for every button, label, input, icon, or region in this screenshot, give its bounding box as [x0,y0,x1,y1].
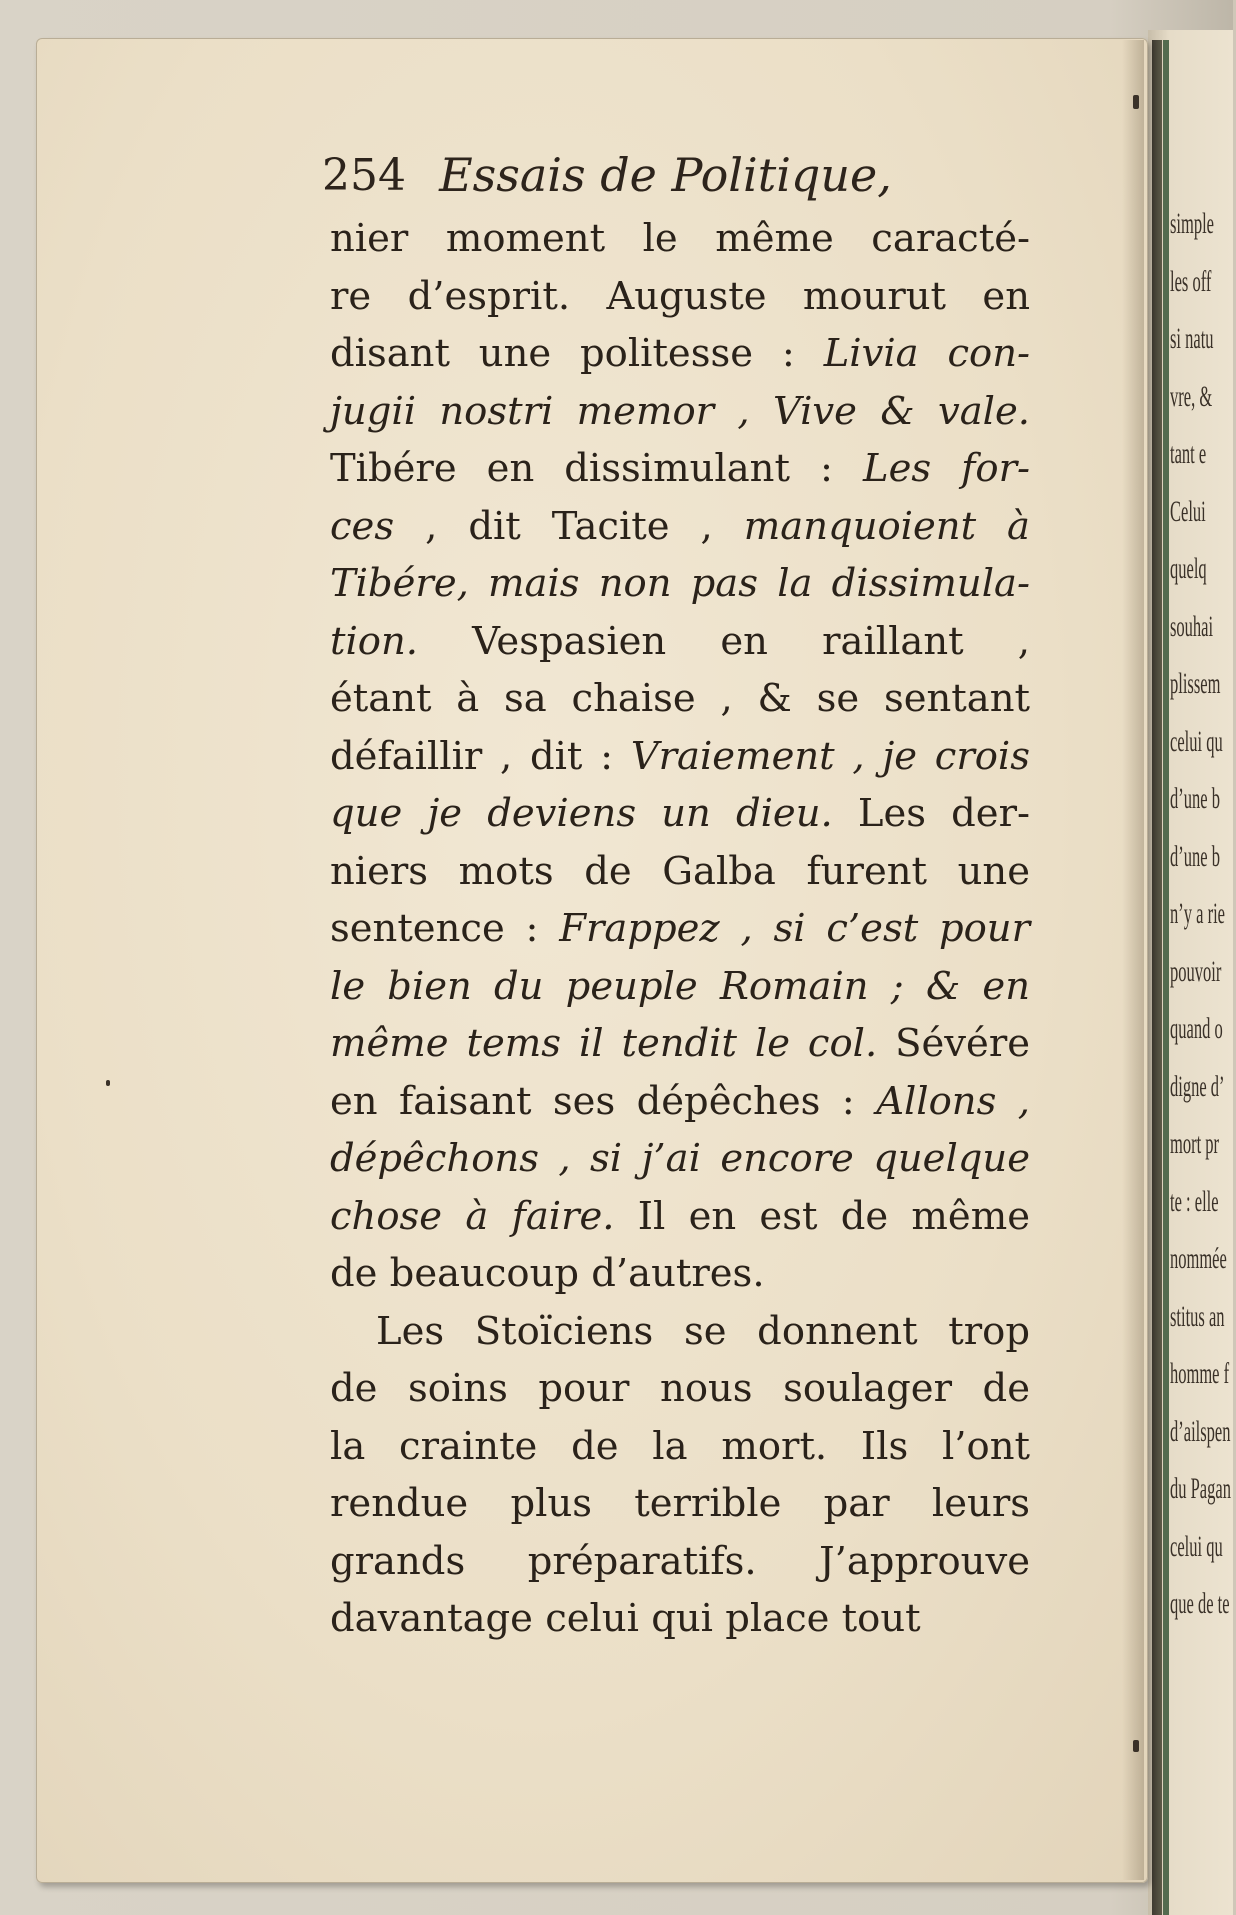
text-line [330,728,1030,786]
running-title: Essais de Politique, [439,148,892,202]
text-line [330,210,1030,268]
text-run: Sévére [877,1021,1031,1066]
text-run: nier moment le même caracté- [330,216,1030,261]
text-run: étant à sa chaise , & se sentant [330,676,1030,721]
facing-page-line: mort pr [1170,1127,1220,1160]
text-run: Les der- [832,791,1030,836]
text-line [330,1188,1030,1246]
text-run: la crainte de la mort. Ils l’ont [330,1423,1030,1469]
facing-page-line: quand o [1170,1012,1223,1045]
text-line [330,268,1030,326]
text-line [330,613,1030,671]
italic-quote: Livia con- [823,331,1030,376]
text-line [330,1360,1030,1418]
text-line [330,1015,1030,1073]
text-line [330,900,1030,958]
text-line [330,383,1030,441]
text-run: Il en est de même [614,1193,1030,1239]
text-line [330,498,1030,556]
text-run: Les Stoïciens se donnent trop [376,1308,1030,1354]
text-line [330,1303,1030,1361]
italic-quote: Vraiement , je crois [630,733,1030,779]
facing-page-line: simple [1170,207,1214,240]
text-run: de soins pour nous soulager de [330,1366,1030,1411]
text-line [330,440,1030,498]
facing-page-line: si natu [1170,322,1214,355]
facing-page-line: d’une b [1170,839,1220,873]
text-run: sentence : [330,906,560,951]
italic-quote: manquoient à [743,503,1030,549]
text-line [330,1245,1030,1303]
book-binding [1152,40,1162,1915]
page-edge-tab [1133,95,1139,109]
facing-page-line: vre, & [1170,379,1213,413]
page-gutter-shadow [1122,40,1144,1880]
body-text [330,210,1030,1648]
page-header [322,148,1042,218]
italic-quote: même tems il tendit le col. [330,1021,878,1066]
text-line [330,1073,1030,1131]
facing-page-line: d’ailspen [1170,1414,1231,1448]
text-line [330,670,1030,728]
facing-page-line: du Pagan [1170,1472,1231,1505]
text-run: grands préparatifs. J’approuve [330,1538,1030,1584]
text-run: Tibére en dissimulant : [330,446,863,491]
text-run: Vespasien en raillant , [418,618,1030,664]
text-line [330,1418,1030,1476]
text-run: niers mots de Galba furent une [330,848,1030,894]
facing-page-line: souhai [1170,609,1214,643]
italic-quote: Tibére, mais non pas la dissimula- [330,561,1030,606]
italic-quote: Allons , [876,1078,1031,1124]
text-line [330,1590,1030,1648]
italic-quote: que je deviens un dieu. [330,791,833,836]
text-line [330,1130,1030,1188]
facing-page-line: d’une b [1170,782,1220,815]
facing-page-line: celui qu [1170,724,1223,758]
italic-quote: ces [330,503,395,549]
facing-page-line: que de te [1170,1587,1230,1620]
italic-quote: jugii nostri memor , Vive & vale. [330,388,1030,434]
text-run: rendue plus terrible par leurs [330,1481,1030,1526]
italic-quote: Les for- [863,446,1030,491]
facing-page-line: pouvoir [1170,954,1222,988]
text-run: , dit Tacite , [394,503,744,549]
ink-speck [106,1080,110,1086]
binding-green-edge [1163,40,1169,1915]
facing-page-line: digne d’ [1170,1069,1225,1103]
text-line [330,785,1030,843]
text-line [330,325,1030,383]
facing-page-line: plissem [1170,667,1221,700]
facing-page-line: Celui [1170,494,1206,528]
text-line [330,1475,1030,1533]
text-line [330,1533,1030,1591]
facing-page-line: quelq [1170,552,1207,585]
facing-page-line: homme f [1170,1357,1230,1390]
page-edge-tab [1133,1740,1139,1752]
text-line [330,843,1030,901]
italic-quote: dépêchons , si j’ai encore quelque [330,1136,1030,1181]
text-run: en faisant ses dépêches : [330,1078,877,1124]
text-run: de beaucoup d’autres. [330,1251,765,1296]
page-number: 254 [322,149,406,201]
facing-page-line: te : elle [1170,1184,1219,1218]
facing-page-text [1170,195,1231,1633]
text-run: davantage celui qui place tout [330,1596,921,1641]
text-line [330,555,1030,613]
text-line [330,958,1030,1016]
italic-quote: tion. [330,618,418,664]
italic-quote: chose à faire. [330,1193,615,1239]
facing-page-line: tant e [1170,437,1207,470]
italic-quote: le bien du peuple Romain ; & en [330,963,1030,1009]
text-run: disant une politesse : [330,331,824,376]
italic-quote: Frappez , si c’est pour [559,906,1030,951]
facing-page-line: stitus an [1170,1299,1225,1333]
text-run: défaillir , dit : [330,733,631,779]
facing-page-line: les off [1170,264,1212,298]
text-run: re d’esprit. Auguste mourut en [330,273,1030,319]
facing-page-line: celui qu [1170,1529,1223,1563]
facing-page-line: nommée [1170,1242,1227,1275]
facing-page-line: n’y a rie [1170,897,1225,930]
